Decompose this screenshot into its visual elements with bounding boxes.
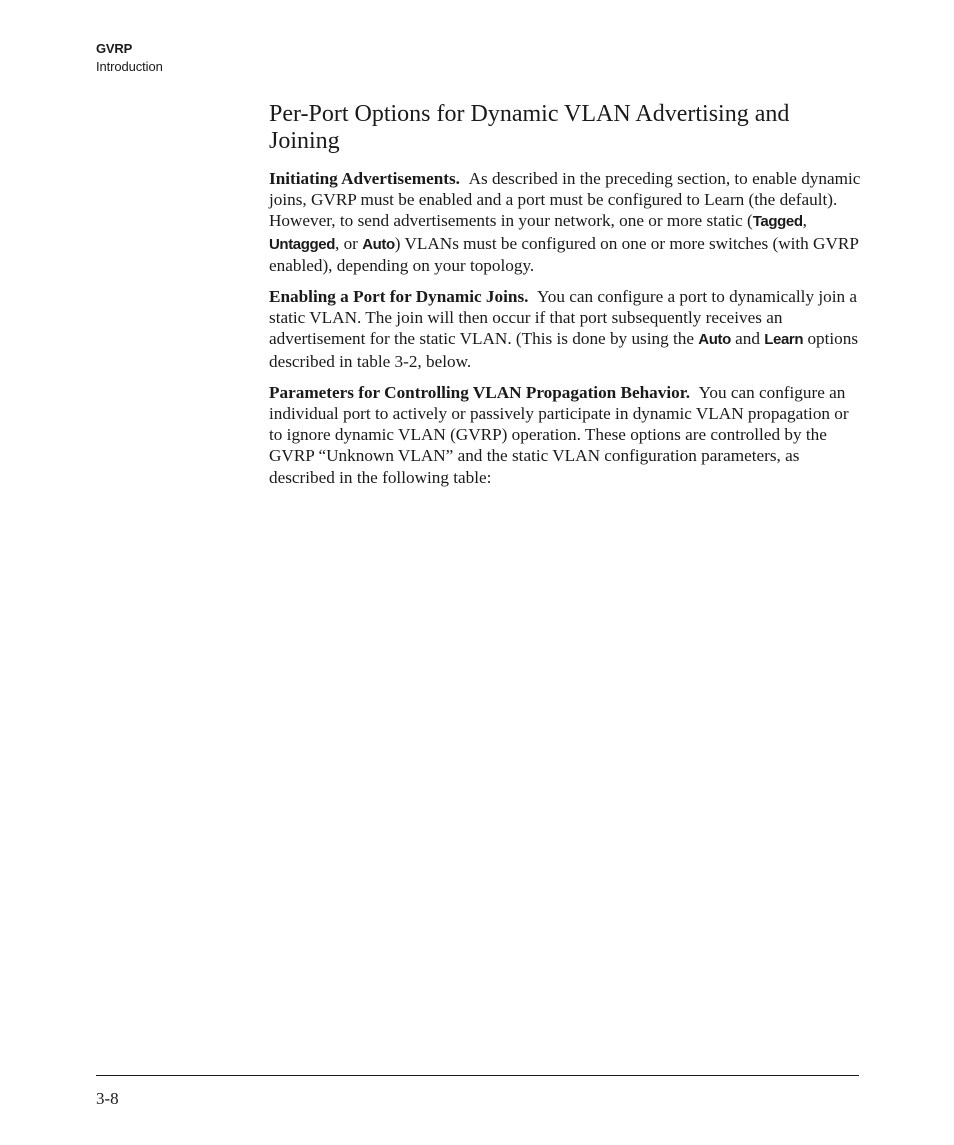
footer-rule <box>96 1075 859 1076</box>
paragraph-initiating-advertisements <box>269 168 861 276</box>
paragraph-text: , <box>802 211 807 231</box>
paragraph-lead: Initiating Advertisements. <box>269 169 460 188</box>
paragraph-lead: Parameters for Controlling VLAN Propagation Behavior. <box>269 382 691 402</box>
paragraph-lead: Enabling a Port for Dynamic Joins. <box>269 287 529 307</box>
chapter-title: GVRP <box>96 41 133 56</box>
section-heading: Per-Port Options for Dynamic VLAN Advertising and Joining <box>269 101 790 154</box>
paragraph-text: options described in table 3-2, below. <box>269 329 859 371</box>
keyword-tagged: Tagged <box>752 213 803 231</box>
running-header <box>96 40 163 76</box>
paragraph-text: As described in the preceding section, to enable dynamic joins, GVRP must be enabled and a port must be configured to Learn (the default). However, to send advertisements in your network, one or more static ( <box>269 169 861 231</box>
paragraph-text: and <box>730 329 765 349</box>
keyword-auto: Auto <box>362 235 395 253</box>
keyword-untagged: Untagged <box>269 235 335 253</box>
paragraph-text: ) VLANs must be configured on one or more switches (with GVRP enabled), depending on your topology. <box>269 233 859 275</box>
main-content <box>269 101 861 498</box>
keyword-auto: Auto <box>698 331 731 349</box>
section-title: Introduction <box>96 59 163 74</box>
paragraph-text: You can configure an individual port to actively or passively participate in dynamic VLAN propagation or to ignore dynamic VLAN (GVRP) operation. These options are controlled by the GVRP “Unknown VLAN” and the static VLAN configuration parameters, as described in the following table: <box>269 382 849 487</box>
paragraph-propagation-parameters <box>269 382 861 488</box>
page-number: 3-8 <box>96 1089 119 1108</box>
paragraph-enabling-dynamic-joins <box>269 286 861 372</box>
paragraph-text: , or <box>334 233 363 253</box>
paragraph-text: You can configure a port to dynamically join a static VLAN. The join will then occur if that port subsequently receives an advertisement for the static VLAN. (This is done by using the <box>269 287 857 349</box>
keyword-learn: Learn <box>764 331 804 349</box>
